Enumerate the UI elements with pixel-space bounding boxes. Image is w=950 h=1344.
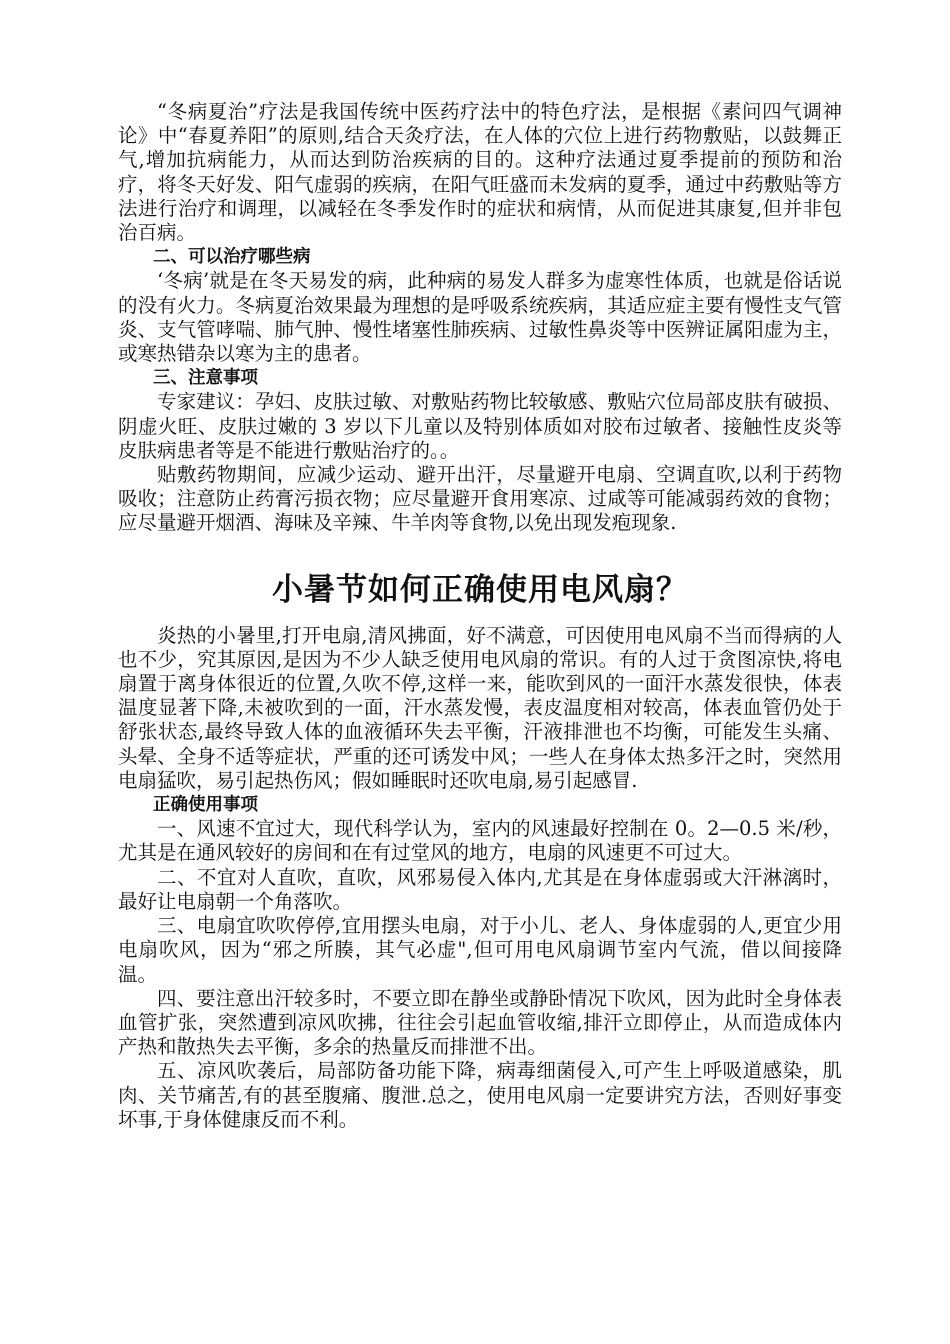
correct-usage-heading: 正确使用事项	[153, 795, 258, 816]
section-heading-treatable-diseases: 二、可以治疗哪些病	[153, 247, 311, 268]
precautions-paragraph: 专家建议：孕妇、皮肤过敏、对敷贴药物比较敏感、敷贴穴位局部皮肤有破损、阴虚火旺、皮肤过嫩的 3 岁以下儿童以及特别体质如对胶布过敏者、接触性皮炎等皮肤病患者等是不能进行敷贴治疗的。。	[118, 390, 842, 462]
fan-intro-paragraph: 炎热的小暑里,打开电扇,清风拂面，好不满意，可因使用电风扇不当而得病的人也不少，究其原因,是因为不少人缺乏使用电风扇的常识。有的人过于贪图凉快,将电扇置于离身体很近的位置,久吹不停,这样一来，能吹到风的一面汗水蒸发很快，体表温度显著下降,未被吹到的一面，汗水蒸发慢，表皮温度相对较高，体表血管仍处于舒张状态,最终导致人体的血液循环失去平衡，汗液排泄也不均衡，可能发生头痛、头晕、全身不适等症状，严重的还可诱发中风；一些人在身体太热多汗之时，突然用电扇猛吹，易引起热伤风；假如睡眠时还吹电扇,易引起感冒.	[118, 623, 842, 792]
usage-item-4: 四、要注意出汗较多时，不要立即在静坐或静卧情况下吹风，因为此时全身体表血管扩张，突然遭到凉风吹拂，往往会引起血管收缩,排汗立即停止，从而造成体内产热和散热失去平衡，多余的热量反而排泄不出。	[118, 986, 842, 1059]
usage-item-2: 二、不宜对人直吹，直吹，风邪易侵入体内,尤其是在身体虚弱或大汗淋漓时，最好让电扇朝一个角落吹。	[118, 865, 842, 913]
document-page	[118, 100, 842, 1132]
usage-item-5: 五、凉风吹袭后，局部防备功能下降，病毒细菌侵入,可产生上呼吸道感染，肌肉、关节痛苦,有的甚至腹痛、腹泄.总之，使用电风扇一定要讲究方法，否则好事变坏事,于身体健康反而不利。	[118, 1059, 842, 1131]
usage-item-1: 一、风速不宜过大，现代科学认为，室内的风速最好控制在 0。2—0.5 米/秒，尤其是在通风较好的房间和在有过堂风的地方，电扇的风速更不可过大。	[118, 817, 842, 865]
section-heading-precautions: 三、注意事项	[153, 368, 258, 389]
intro-paragraph: “冬病夏治”疗法是我国传统中医药疗法中的特色疗法，是根据《素问四气调神论》中“春夏养阳”的原则,结合天灸疗法，在人体的穴位上进行药物敷贴，以鼓舞正气,增加抗病能力，从而达到防治疾病的目的。这种疗法通过夏季提前的预防和治疗，将冬天好发、阳气虚弱的疾病，在阳气旺盛而未发病的夏季，通过中药敷贴等方法进行治疗和调理，以减轻在冬季发作时的症状和病情，从而促进其康复,但并非包治百病。	[118, 100, 842, 245]
article-title: 小暑节如何正确使用电风扇？	[272, 571, 688, 608]
treatable-diseases-paragraph: ‘冬病’就是在冬天易发的病，此种病的易发人群多为虚寒性体质，也就是俗话说的没有火力。冬病夏治效果最为理想的是呼吸系统疾病，其适应症主要有慢性支气管炎、支气管哮喘、肺气肿、慢性堵塞性肺疾病、过敏性鼻炎等中医辨证属阳虚为主，或寒热错杂以寒为主的患者。	[118, 269, 842, 366]
usage-item-3: 三、电扇宜吹吹停停,宜用摆头电扇，对于小儿、老人、身体虚弱的人,更宜少用电扇吹风，因为“邪之所腠，其气必虚",但可用电风扇调节室内气流，借以间接降温。	[118, 914, 842, 986]
application-period-paragraph: 贴敷药物期间，应减少运动、避开出汗，尽量避开电扇、空调直吹,以利于药物吸收；注意防止药膏污损衣物；应尽量避开食用寒凉、过咸等可能减弱药效的食物；应尽量避开烟酒、海味及辛辣、牛羊肉等食物,以免出现发疱现象.	[118, 463, 842, 535]
